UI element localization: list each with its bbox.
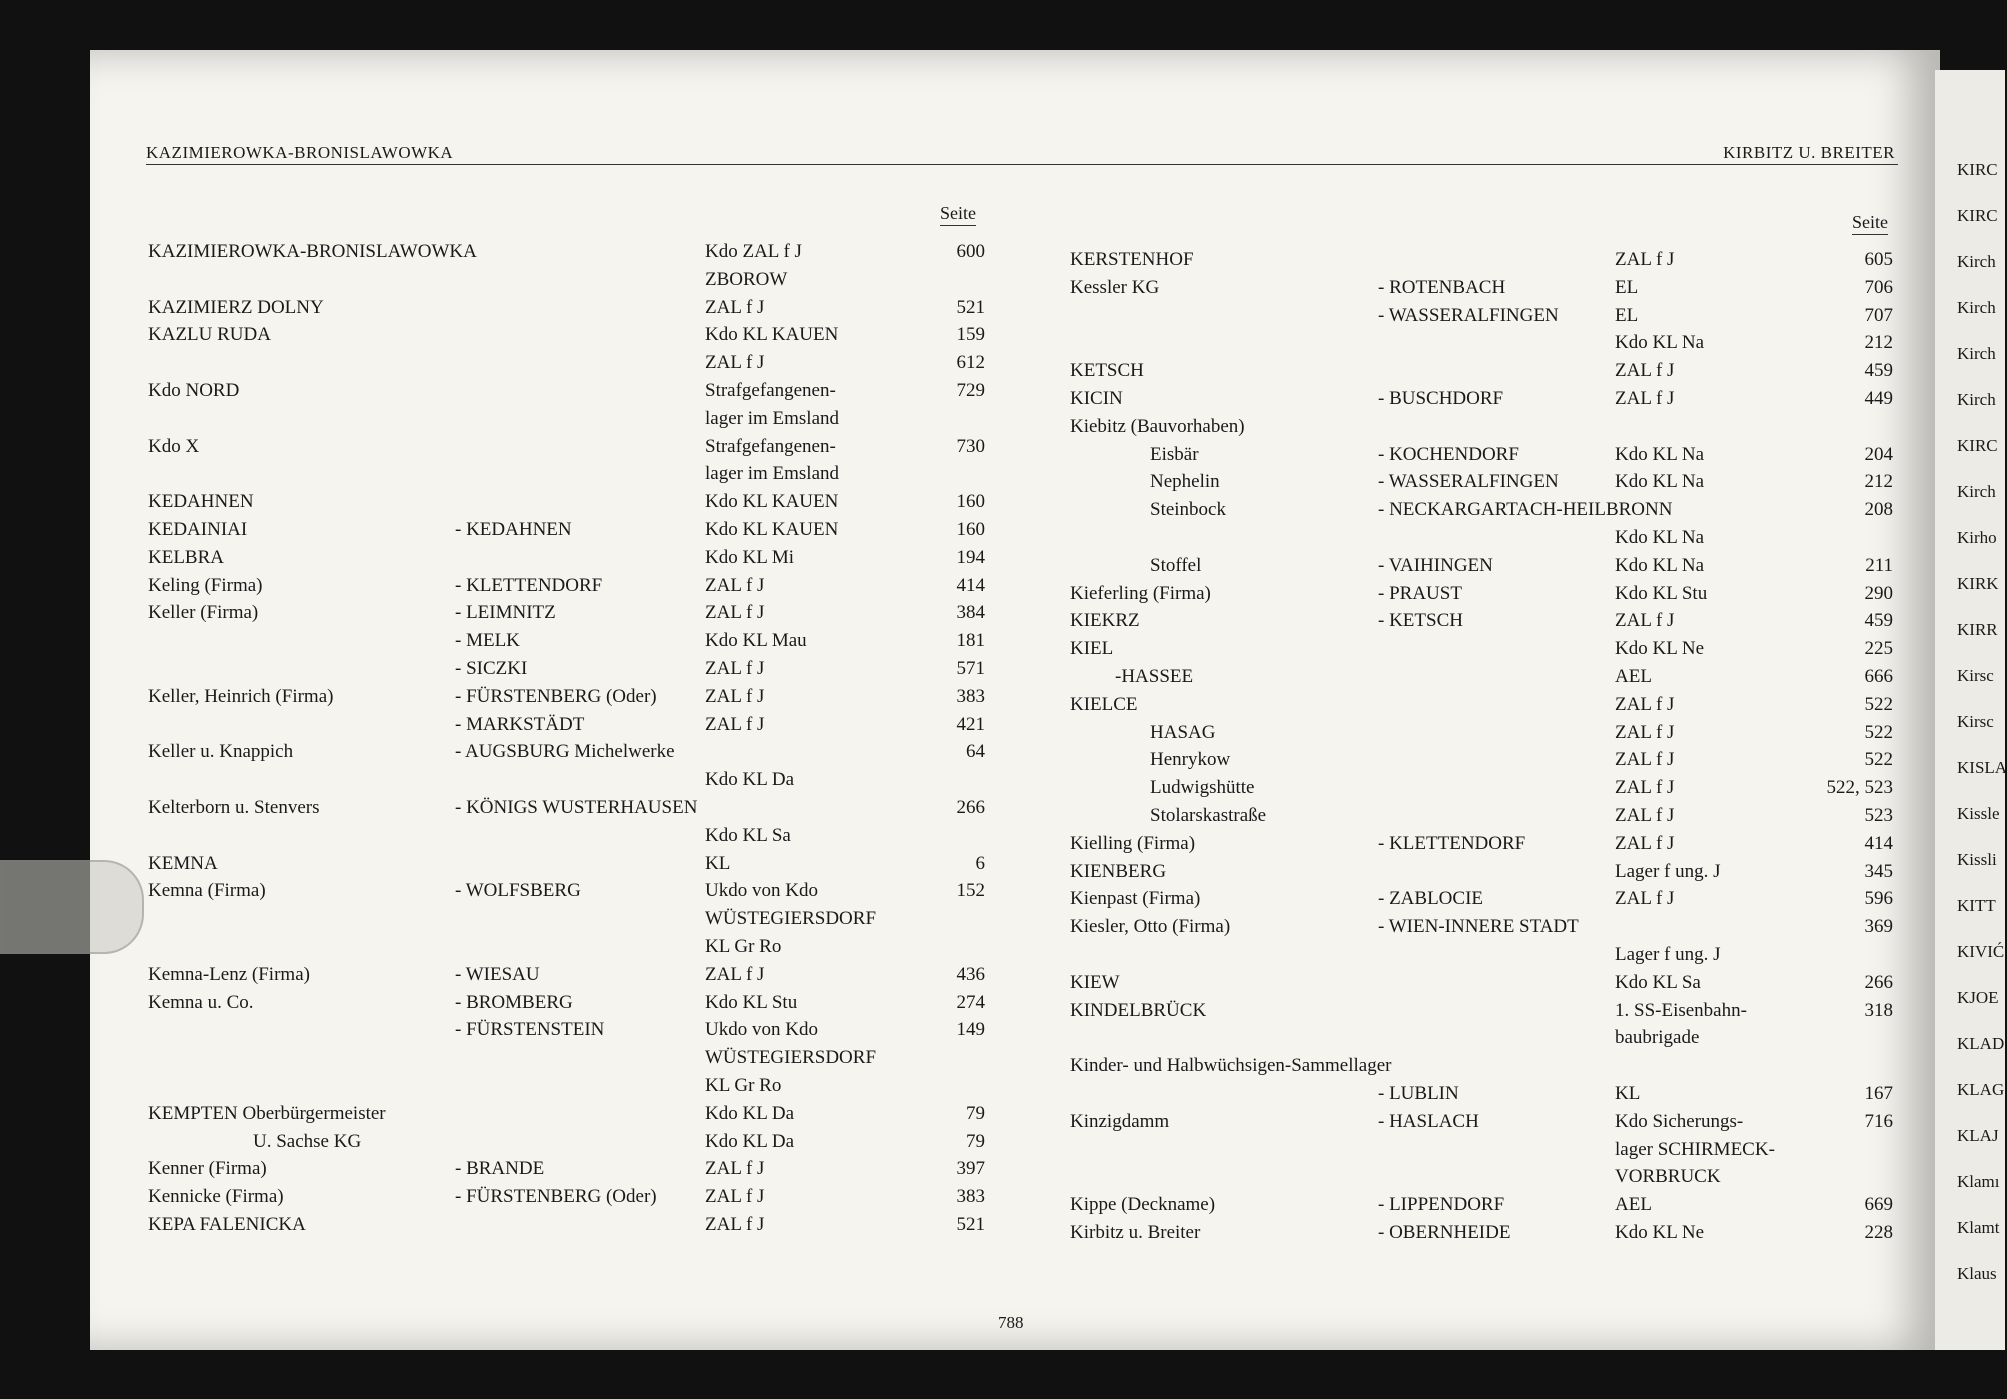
page-clip-tab (0, 860, 144, 954)
index-place: - MARKSTÄDT (455, 713, 585, 735)
index-name: KICIN (1070, 388, 1123, 409)
index-name: Keling (Firma) (148, 574, 263, 596)
index-unit: ZAL f J (1615, 360, 1675, 382)
index-unit: Strafgefangenen- (705, 380, 836, 401)
index-unit: Kdo KL Na (1615, 471, 1704, 493)
index-place: - VAIHINGEN (1378, 554, 1493, 576)
index-place: - KÖNIGS WUSTERHAUSEN (455, 797, 698, 818)
next-page-fragment: KIVIĆ (1957, 942, 2005, 961)
index-page: 397 (956, 1158, 985, 1180)
index-place: - KETSCH (1378, 610, 1463, 632)
index-unit: ZAL f J (1615, 805, 1675, 826)
index-unit: ZAL f J (1615, 388, 1675, 409)
index-unit: Ukdo von Kdo (705, 880, 818, 902)
index-unit: lager im Emsland (705, 407, 840, 429)
index-unit: AEL (1615, 666, 1652, 687)
index-page: 459 (1864, 360, 1893, 382)
next-page-fragment: KIRR (1957, 620, 1998, 639)
next-page-fragment: KJOE (1957, 988, 1999, 1007)
index-name: Kielling (Firma) (1070, 832, 1196, 854)
index-unit: VORBRUCK (1615, 1166, 1721, 1188)
index-unit: ZAL f J (1615, 832, 1675, 854)
index-name: Keller (Firma) (148, 602, 259, 624)
index-name: Nephelin (1150, 471, 1220, 493)
index-unit: Lager f ung. J (1615, 944, 1721, 965)
index-unit: ZAL f J (705, 296, 765, 318)
index-page: 212 (1864, 332, 1893, 354)
index-name: Kemna-Lenz (Firma) (148, 963, 310, 985)
index-unit: ZAL f J (705, 658, 765, 679)
index-page: 523 (1864, 805, 1893, 826)
index-place: - PRAUST (1378, 582, 1462, 604)
index-place: - KOCHENDORF (1378, 443, 1519, 465)
index-unit: KL (1615, 1083, 1641, 1104)
index-page: 522 (1864, 721, 1893, 743)
index-name: Kinder- und Halbwüchsigen-Sammellager (1070, 1055, 1392, 1077)
index-name: Kdo NORD (148, 380, 240, 401)
index-name: Kieferling (Firma) (1070, 582, 1211, 604)
index-unit: Kdo KL Na (1615, 332, 1704, 354)
running-header-left: KAZIMIEROWKA-BRONISLAWOWKA (146, 143, 454, 162)
index-unit: Kdo KL Ne (1615, 1222, 1704, 1243)
index-name: KIELCE (1070, 693, 1138, 715)
index-place: - FÜRSTENBERG (Oder) (455, 685, 657, 707)
next-page-edge (1935, 70, 2005, 1350)
index-page: 596 (1864, 888, 1893, 910)
index-place: - BUSCHDORF (1378, 388, 1504, 409)
index-unit: Kdo KL Ne (1615, 638, 1704, 660)
index-place: - SICZKI (455, 658, 528, 679)
index-name: KIEL (1070, 638, 1114, 660)
next-page-fragment: KIRC (1957, 206, 1998, 225)
index-page: 605 (1864, 249, 1893, 270)
index-place: - KLETTENDORF (1378, 832, 1526, 854)
index-page: 266 (1864, 971, 1893, 993)
index-page: 600 (956, 241, 985, 262)
index-name: Ludwigshütte (1150, 777, 1255, 799)
next-page-fragment: Kirch (1957, 252, 1996, 271)
next-page-fragment: Klamt (1957, 1218, 2000, 1237)
index-unit: ZAL f J (1615, 749, 1675, 771)
next-page-fragment: KISLA (1957, 758, 2007, 777)
index-page: 345 (1864, 860, 1893, 882)
index-page: 79 (966, 1130, 985, 1152)
next-page-fragment: Kirch (1957, 298, 1996, 317)
index-unit: Kdo KL Na (1615, 443, 1704, 465)
index-name: HASAG (1150, 721, 1216, 743)
index-unit: Kdo KL Mau (705, 630, 807, 652)
index-unit: baubrigade (1615, 1027, 1700, 1049)
index-unit: Strafgefangenen- (705, 435, 836, 457)
index-name: Henrykow (1150, 749, 1231, 771)
next-page-fragment: Kirch (1957, 344, 1996, 363)
index-unit: ZAL f J (705, 685, 765, 707)
index-page: 79 (966, 1102, 985, 1124)
index-page: 459 (1864, 610, 1893, 632)
index-page: 730 (956, 435, 985, 457)
index-name: Eisbär (1150, 443, 1199, 465)
next-page-fragment: Klaus (1957, 1264, 1997, 1283)
index-page: 522 (1864, 693, 1893, 715)
index-page: 436 (956, 963, 985, 985)
index-page: 167 (1864, 1083, 1893, 1104)
index-place: - MELK (455, 630, 520, 652)
index-name: Keller u. Knappich (148, 741, 294, 763)
index-name: KEMNA (148, 852, 218, 874)
index-unit: ZAL f J (1615, 610, 1675, 632)
index-place: - LIPPENDORF (1378, 1194, 1505, 1216)
index-page: 729 (956, 380, 985, 401)
index-page: 421 (956, 713, 985, 735)
index-unit: Kdo KL Mi (705, 546, 795, 568)
index-name: Steinbock (1150, 499, 1226, 521)
index-unit: Kdo KL KAUEN (705, 519, 839, 540)
index-page: 204 (1864, 443, 1893, 465)
index-name: KIENBERG (1070, 860, 1167, 882)
index-page: 160 (956, 519, 985, 540)
index-name: KAZIMIEROWKA-BRONISLAWOWKA (148, 241, 477, 262)
index-unit: Kdo KL Da (705, 1102, 794, 1124)
header-rule (146, 164, 1898, 165)
index-name: KAZLU RUDA (148, 324, 271, 346)
index-name: -HASSEE (1115, 666, 1194, 687)
index-name: KEPA FALENICKA (148, 1214, 306, 1235)
index-place: - KEDAHNEN (455, 519, 572, 540)
index-name: Kemna (Firma) (148, 880, 266, 902)
next-page-fragment: KIRK (1957, 574, 1999, 593)
index-name: Kienpast (Firma) (1070, 888, 1201, 910)
index-unit: ZAL f J (705, 602, 765, 624)
next-page-fragment: KLAJ (1957, 1126, 1999, 1145)
page-number: 788 (998, 1313, 1024, 1332)
seite-label-left: Seite (940, 203, 976, 226)
index-name: Keller, Heinrich (Firma) (148, 685, 334, 707)
next-page-fragment: KIRC (1957, 160, 1998, 179)
index-place: - ZABLOCIE (1378, 888, 1484, 910)
index-place: - NECKARGARTACH-HEILBRONN (1378, 499, 1673, 521)
index-unit: KL Gr Ro (705, 936, 782, 957)
index-page: 384 (956, 602, 985, 624)
index-page: 716 (1864, 1110, 1893, 1132)
index-page: 414 (1864, 832, 1893, 854)
index-place: - WIEN-INNERE STADT (1378, 916, 1579, 938)
index-unit: Kdo KL Da (705, 1130, 794, 1152)
index-unit: Kdo KL Stu (705, 991, 798, 1013)
index-page: 669 (1864, 1194, 1893, 1216)
index-place: - BROMBERG (455, 991, 573, 1013)
index-page: 149 (956, 1019, 985, 1041)
next-page-fragment: KLAG (1957, 1080, 2005, 1099)
index-unit: Kdo KL Sa (1615, 971, 1701, 993)
index-unit: Kdo Sicherungs- (1615, 1110, 1744, 1132)
index-place: - BRANDE (455, 1158, 545, 1180)
next-page-fragment: KLAD (1957, 1034, 2005, 1053)
index-unit: ZAL f J (1615, 249, 1675, 270)
index-unit: ZAL f J (705, 352, 765, 374)
index-unit: WÜSTEGIERSDORF (705, 908, 877, 930)
index-unit: EL (1615, 304, 1639, 326)
index-page: 383 (956, 1186, 985, 1208)
index-page: 266 (956, 797, 985, 818)
index-unit: 1. SS-Eisenbahn- (1615, 999, 1747, 1021)
index-name: KINDELBRÜCK (1070, 999, 1207, 1021)
index-page: 666 (1864, 666, 1893, 687)
index-unit: EL (1615, 276, 1639, 298)
index-unit: KL (705, 852, 731, 874)
index-page: 369 (1864, 916, 1893, 938)
index-unit: Kdo KL Na (1615, 554, 1704, 576)
index-page: 208 (1864, 499, 1893, 521)
index-name: Stoffel (1150, 554, 1202, 576)
index-page: 571 (956, 658, 985, 679)
index-name: KERSTENHOF (1070, 249, 1194, 270)
index-name: KEMPTEN Oberbürgermeister (148, 1102, 386, 1124)
index-unit: Kdo KL Na (1615, 527, 1704, 548)
index-page: 159 (956, 324, 985, 346)
index-unit: Kdo KL Sa (705, 824, 791, 846)
index-unit: ZAL f J (1615, 888, 1675, 910)
index-page: 707 (1864, 304, 1893, 326)
index-page: 211 (1865, 554, 1893, 576)
index-place: - ROTENBACH (1378, 276, 1506, 298)
next-page-fragment: Kirho (1957, 528, 1997, 547)
index-unit: Kdo KL KAUEN (705, 324, 839, 346)
index-page: 274 (956, 991, 985, 1013)
index-name: KEDAHNEN (148, 491, 254, 513)
index-page: 706 (1864, 276, 1893, 298)
index-unit: ZAL f J (1615, 721, 1675, 743)
index-unit: Kdo KL KAUEN (705, 491, 839, 513)
index-page: 194 (956, 546, 985, 568)
index-page: 449 (1864, 388, 1893, 409)
index-page: 160 (956, 491, 985, 513)
index-page: 612 (956, 352, 985, 374)
index-unit: WÜSTEGIERSDORF (705, 1047, 877, 1069)
index-name: KIEW (1070, 971, 1120, 993)
index-unit: Kdo ZAL f J (705, 241, 802, 262)
index-unit: ZAL f J (705, 1214, 765, 1235)
index-place: - AUGSBURG Michelwerke (455, 741, 675, 763)
next-page-fragment: Kirch (1957, 482, 1996, 501)
index-unit: Lager f ung. J (1615, 860, 1721, 882)
index-place: - FÜRSTENBERG (Oder) (455, 1186, 657, 1208)
index-unit: ZAL f J (1615, 693, 1675, 715)
index-unit: ZAL f J (705, 963, 765, 985)
index-place: - LUBLIN (1378, 1083, 1459, 1104)
index-unit: Kdo KL Da (705, 769, 794, 791)
index-name: KELBRA (148, 546, 224, 568)
index-page: 383 (956, 685, 985, 707)
index-unit: Kdo KL Stu (1615, 582, 1708, 604)
index-name: KIEKRZ (1070, 610, 1140, 632)
index-name: Kiesler, Otto (Firma) (1070, 916, 1231, 938)
next-page-fragment: Kirsc (1957, 712, 1994, 731)
index-name: Kemna u. Co. (148, 991, 254, 1013)
next-page-fragment: KITT (1957, 896, 1996, 915)
index-unit: AEL (1615, 1194, 1652, 1216)
index-page: 64 (966, 741, 985, 763)
index-place: - WASSERALFINGEN (1378, 304, 1559, 326)
index-place: - LEIMNITZ (455, 602, 556, 624)
index-name: Kirbitz u. Breiter (1070, 1222, 1201, 1243)
index-unit: ZAL f J (705, 713, 765, 735)
index-name: KETSCH (1070, 360, 1144, 382)
running-header-right: KIRBITZ U. BREITER (1723, 143, 1895, 162)
index-place: - OBERNHEIDE (1378, 1222, 1511, 1243)
next-page-fragment: KIRC (1957, 436, 1998, 455)
index-name: Kippe (Deckname) (1070, 1194, 1216, 1216)
index-unit: ZBOROW (705, 268, 788, 290)
index-name: KAZIMIERZ DOLNY (148, 296, 324, 318)
index-page: 228 (1864, 1222, 1893, 1243)
index-unit: ZAL f J (705, 1186, 765, 1208)
index-place: - FÜRSTENSTEIN (455, 1019, 605, 1041)
index-name: Kennicke (Firma) (148, 1186, 284, 1208)
index-name: KEDAINIAI (148, 519, 248, 540)
index-page: 152 (956, 880, 985, 902)
index-place: - WASSERALFINGEN (1378, 471, 1559, 493)
index-unit: ZAL f J (705, 1158, 765, 1180)
next-page-fragment: Kissle (1957, 804, 2000, 823)
index-name: Kdo X (148, 435, 200, 457)
index-unit: KL Gr Ro (705, 1075, 782, 1096)
index-page: 318 (1864, 999, 1893, 1021)
index-page: 212 (1864, 471, 1893, 493)
index-name: U. Sachse KG (253, 1130, 362, 1152)
index-page: 414 (956, 574, 985, 596)
index-unit: ZAL f J (705, 574, 765, 596)
index-page: 290 (1864, 582, 1893, 604)
index-page: 522 (1864, 749, 1893, 771)
seite-label-right: Seite (1852, 212, 1888, 235)
next-page-fragment: Klamı (1957, 1172, 2000, 1191)
index-unit: ZAL f J (1615, 777, 1675, 799)
index-name: Stolarskastraße (1150, 805, 1267, 826)
index-page: 225 (1864, 638, 1893, 660)
index-place: - WOLFSBERG (455, 880, 581, 902)
index-name: Kinzigdamm (1070, 1110, 1170, 1132)
index-place: - KLETTENDORF (455, 574, 603, 596)
index-unit: Ukdo von Kdo (705, 1019, 818, 1041)
next-page-fragment: Kirsc (1957, 666, 1994, 685)
index-place: - WIESAU (455, 963, 540, 985)
index-page: 522, 523 (1826, 777, 1893, 799)
index-name: Kiebitz (Bauvorhaben) (1070, 415, 1245, 437)
index-unit: lager im Emsland (705, 463, 840, 485)
index-name: Kelterborn u. Stenvers (148, 797, 320, 818)
index-name: Kenner (Firma) (148, 1158, 267, 1180)
index-page: 521 (956, 1214, 985, 1235)
next-page-fragment: Kirch (1957, 390, 1996, 409)
index-page: 521 (956, 296, 985, 318)
index-page: 181 (956, 630, 985, 652)
index-page: 6 (975, 852, 985, 874)
next-page-fragment: Kissli (1957, 850, 1997, 869)
index-place: - HASLACH (1378, 1110, 1479, 1132)
index-unit: lager SCHIRMECK- (1615, 1138, 1775, 1160)
index-name: Kessler KG (1070, 276, 1160, 298)
